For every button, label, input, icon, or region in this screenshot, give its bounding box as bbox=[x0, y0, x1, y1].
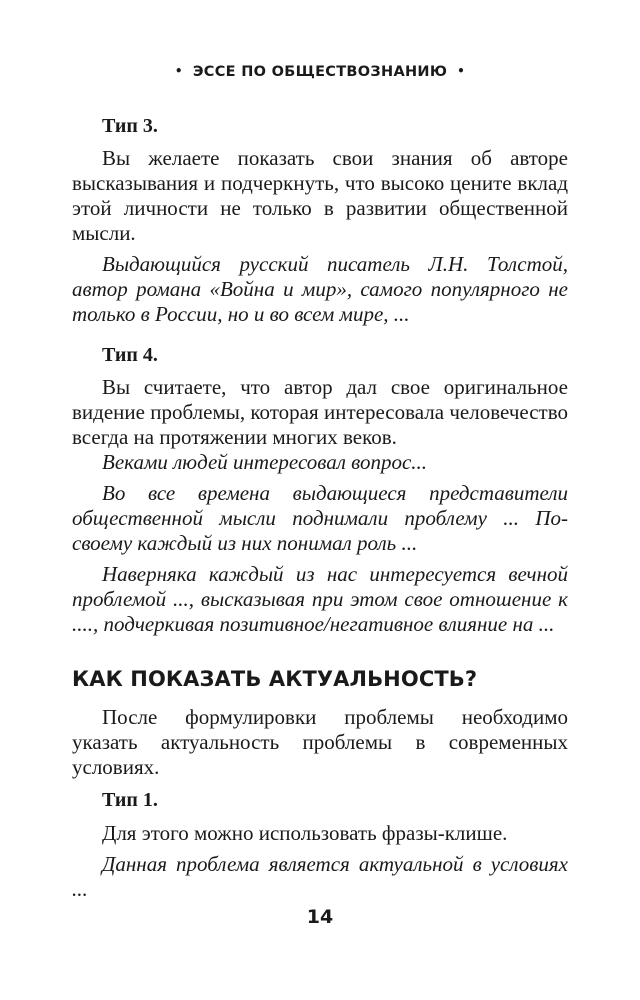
type4-example-3: Наверняка каждый из нас интересуется вечной проблемой ..., высказывая при этом свое отношение к ...., подчеркивая позитивное/негативное влияние на ... bbox=[72, 562, 568, 636]
type4-example-1: Веками людей интересовал вопрос... bbox=[102, 450, 428, 474]
running-title: ЭССЕ ПО ОБЩЕСТВОЗНАНИЮ bbox=[192, 64, 448, 80]
type3-example: Выдающийся русский писатель Л.Н. Толстой, автор романа «Война и мир», самого популярного не только в России, но и во всем мире, ... bbox=[72, 252, 568, 326]
type1-text: Для этого можно использовать фразы-клише. bbox=[102, 821, 508, 845]
type4-text: Вы считаете, что автор дал свое оригинальное видение проблемы, которая интересовала человечество всегда на протяжении многих веков. bbox=[72, 375, 568, 449]
page-number: 14 bbox=[306, 906, 334, 928]
section-heading-actuality: КАК ПОКАЗАТЬ АКТУАЛЬНОСТЬ? bbox=[72, 667, 478, 691]
type3-text: Вы желаете показать свои знания об авторе высказывания и подчеркнуть, что высоко цените вклад этой личности не только в развитии общественной мысли. bbox=[72, 146, 568, 245]
actuality-block bbox=[72, 705, 568, 902]
type3-heading: Тип 3. bbox=[102, 115, 158, 137]
actuality-intro: После формулировки проблемы необходимо указать актуальность проблемы в современных условиях. bbox=[72, 705, 568, 779]
type1-example: Данная проблема является актуальной в условиях ... bbox=[72, 852, 568, 901]
bullet-left: • bbox=[174, 64, 183, 78]
type4-example-2: Во все времена выдающиеся представители общественной мысли поднимали проблему ... По-своему каждый из них понимал роль ... bbox=[72, 481, 568, 555]
type4-block bbox=[72, 342, 568, 637]
bullet-right: • bbox=[457, 64, 466, 78]
type1-heading: Тип 1. bbox=[102, 789, 158, 811]
type3-block bbox=[72, 113, 568, 327]
type4-heading: Тип 4. bbox=[102, 344, 158, 366]
running-header bbox=[0, 64, 640, 80]
